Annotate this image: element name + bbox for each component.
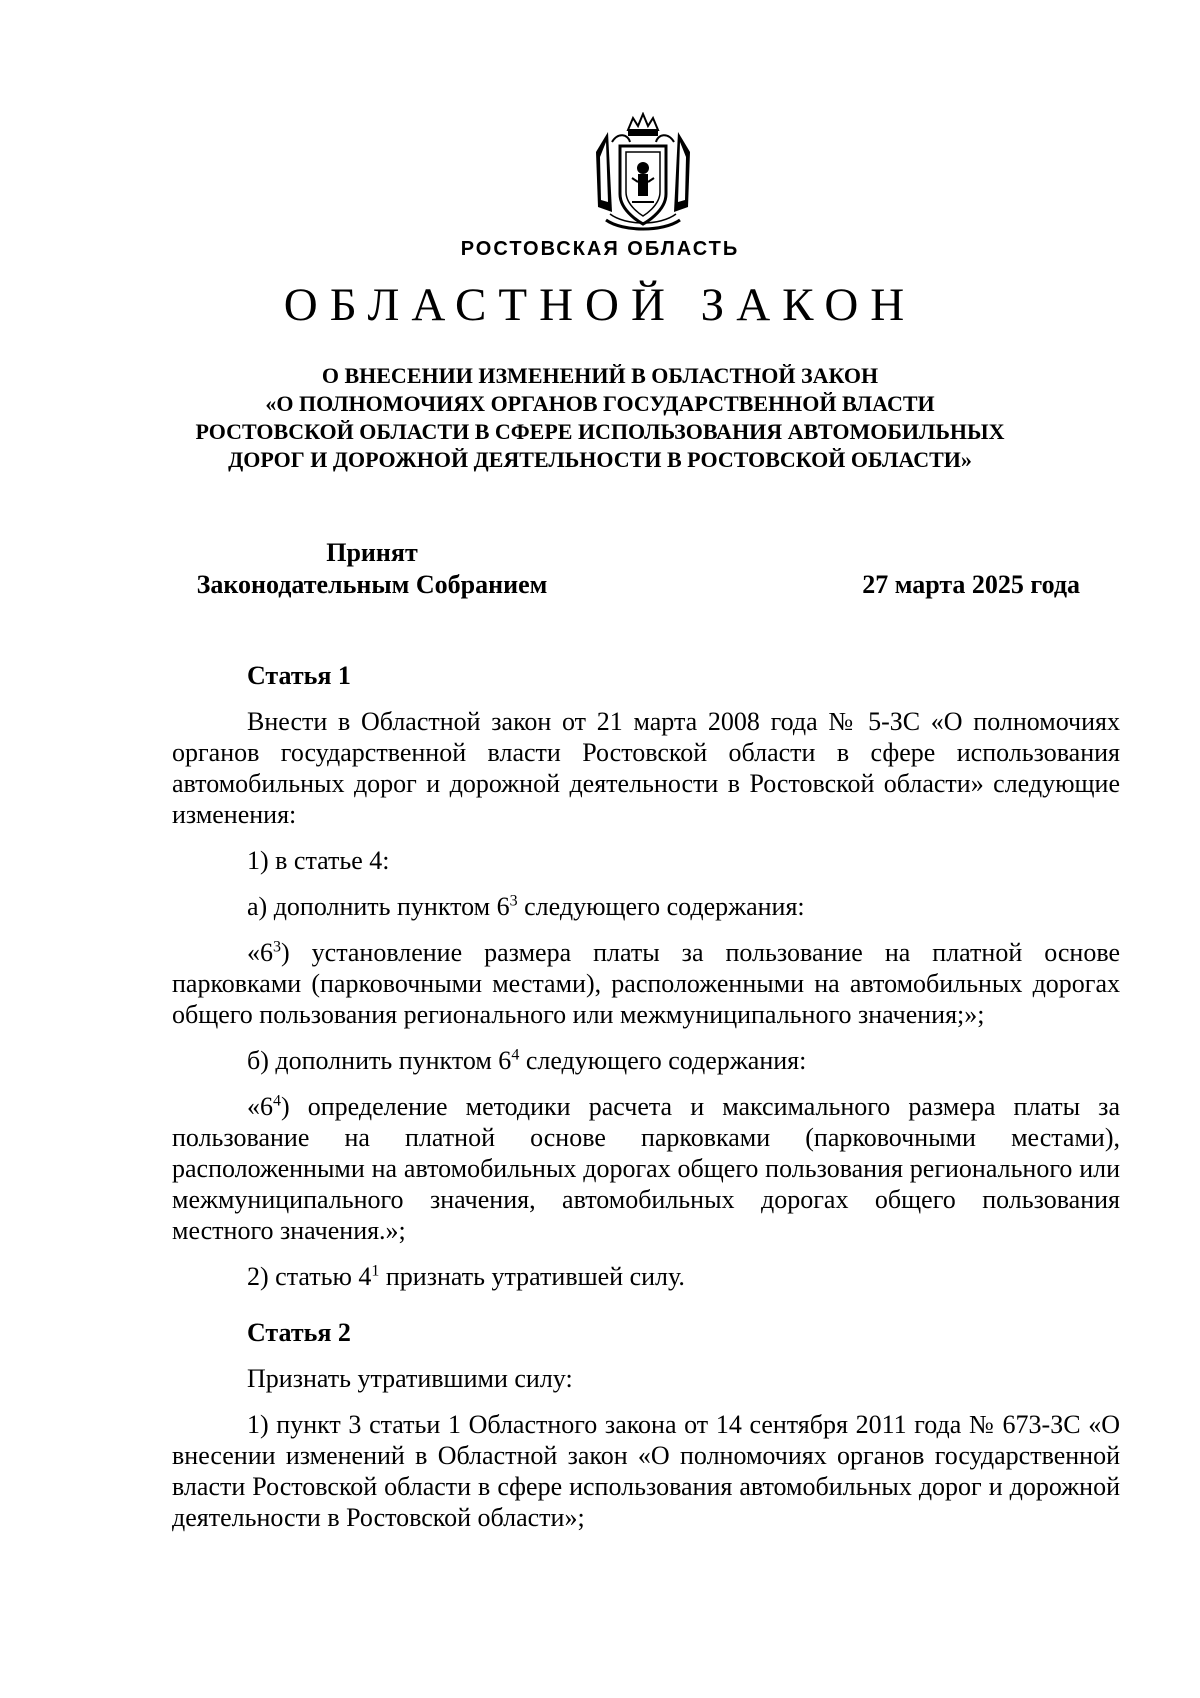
superscript: 1 — [371, 1262, 380, 1280]
superscript: 4 — [511, 1046, 520, 1064]
text-fragment: «6 — [247, 938, 273, 967]
article-paragraph: 1) в статье 4: — [247, 846, 390, 875]
text-fragment: ) определение методики расчета и максимального размера платы за пользование на платной основе парковками (парковочными местами), расположенными на автомобильных дорогах общего пользования регионального или межмуниципального значения, автомобильных дорогах общего пользования местного значения.»; — [172, 1092, 1120, 1245]
article-heading: Статья 2 — [247, 1318, 351, 1347]
law-title-line: О ВНЕСЕНИИ ИЗМЕНЕНИЙ В ОБЛАСТНОЙ ЗАКОН — [321, 363, 879, 388]
article-paragraph — [172, 1261, 1120, 1292]
article-heading: Статья 1 — [247, 661, 351, 690]
document-type: ОБЛАСТНОЙ ЗАКОН — [283, 279, 917, 331]
coat-of-arms-icon — [588, 112, 698, 237]
superscript: 3 — [273, 938, 281, 956]
article-paragraph — [172, 1045, 1120, 1076]
text-fragment: признать утратившей силу. — [379, 1262, 685, 1291]
adoption-body: Законодательным Собранием — [196, 570, 548, 599]
adoption-label: Принят — [326, 538, 418, 567]
article-paragraph — [172, 937, 1120, 1030]
law-title-line: ДОРОГ И ДОРОЖНОЙ ДЕЯТЕЛЬНОСТИ В РОСТОВСКОЙ ОБЛАСТИ» — [228, 447, 972, 472]
region-name: РОСТОВСКАЯ ОБЛАСТЬ — [460, 238, 740, 260]
text-fragment: следующего содержания: — [519, 1046, 807, 1075]
text-fragment: ) установление размера платы за пользование на платной основе парковками (парковочными местами), расположенными на автомобильных дорогах общего пользования регионального или межмуниципального значения;»; — [172, 938, 1120, 1029]
article-paragraph: 1) пункт 3 статьи 1 Областного закона от 14 сентября 2011 года № 673-ЗС «О внесении изменений в Областной закон «О полномочиях органов государственной власти Ростовской области в сфере использования автомобильных дорог и дорожной деятельности в Ростовской области»; — [172, 1410, 1120, 1532]
text-fragment: б) дополнить пунктом 6 — [247, 1046, 512, 1075]
law-title-line: РОСТОВСКОЙ ОБЛАСТИ В СФЕРЕ ИСПОЛЬЗОВАНИЯ АВТОМОБИЛЬНЫХ — [195, 419, 1005, 444]
superscript: 3 — [509, 892, 518, 910]
text-fragment: следующего содержания: — [517, 892, 805, 921]
article-paragraph — [172, 1091, 1120, 1246]
adoption-block — [172, 537, 572, 601]
superscript: 4 — [273, 1092, 281, 1110]
adoption-date: 27 марта 2025 года — [862, 570, 1080, 599]
article-paragraph — [172, 891, 1120, 922]
text-fragment: «6 — [247, 1092, 273, 1121]
text-fragment: 2) статью 4 — [247, 1262, 372, 1291]
law-title — [120, 362, 1080, 474]
text-fragment: а) дополнить пунктом 6 — [247, 892, 510, 921]
document-body — [172, 660, 1120, 1548]
law-title-line: «О ПОЛНОМОЧИЯХ ОРГАНОВ ГОСУДАРСТВЕННОЙ ВЛАСТИ — [265, 391, 935, 416]
article-paragraph: Внести в Областной закон от 21 марта 2008 года № 5-ЗС «О полномочиях органов государственной власти Ростовской области в сфере использования автомобильных дорог и дорожной деятельности в Ростовской области» следующие изменения: — [172, 707, 1120, 829]
article-paragraph: Признать утратившими силу: — [247, 1364, 573, 1393]
